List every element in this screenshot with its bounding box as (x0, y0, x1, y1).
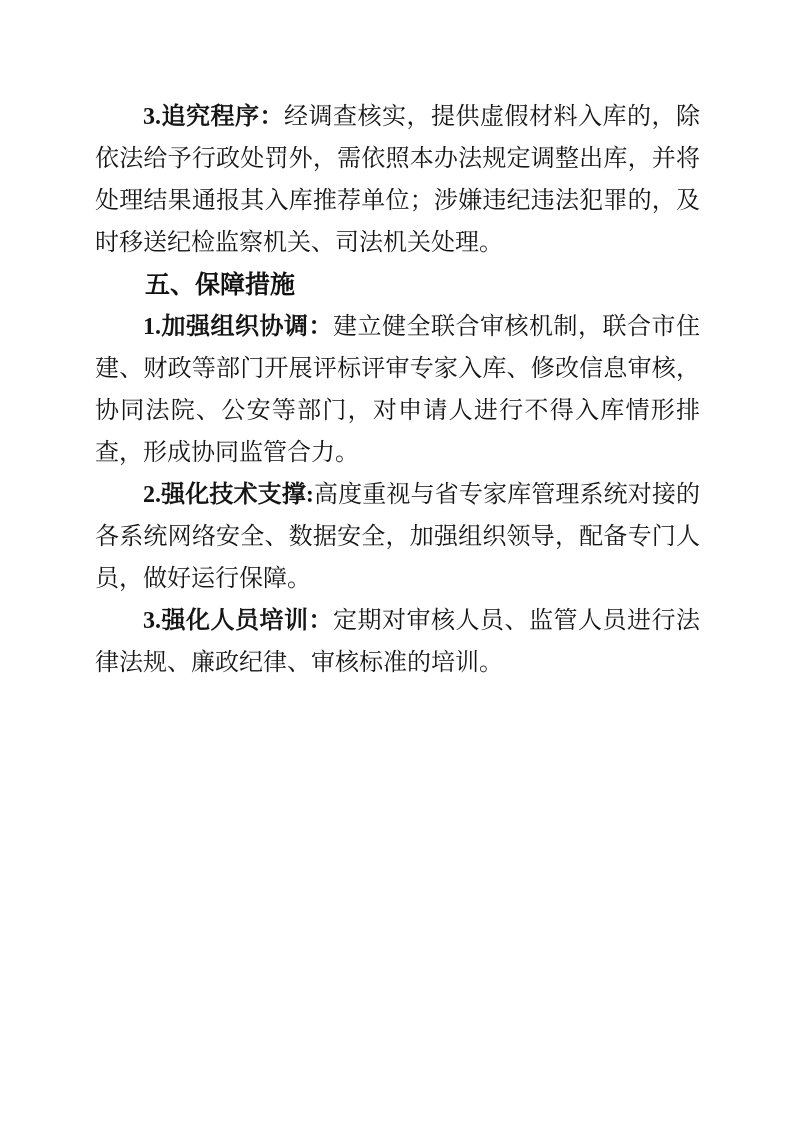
paragraph-coordination (95, 306, 700, 474)
section-heading: 五、保障措施 (145, 271, 296, 299)
paragraph-technology-lead: 2.强化技术支撑: (143, 482, 314, 508)
paragraph-pursuit-body: 经调查核实，提供虚假材料入库的，除依法给予行政处罚外，需依照本办法规定调整出库，并将处理结果通报其入库推荐单位；涉嫌违纪违法犯罪的，及时移送纪检监察机关、司法机关处理。 (95, 104, 700, 256)
paragraph-technology (95, 474, 700, 600)
paragraph-training-lead: 3.强化人员培训： (143, 608, 333, 634)
paragraph-pursuit-lead: 3.追究程序： (143, 104, 284, 130)
paragraph-training (95, 600, 700, 684)
document-content (95, 96, 700, 684)
paragraph-technology-body: 高度重视与省专家库管理系统对接的各系统网络安全、数据安全，加强组织领导，配备专门人员，做好运行保障。 (95, 482, 700, 592)
paragraph-coordination-body: 建立健全联合审核机制，联合市住建、财政等部门开展评标评审专家入库、修改信息审核，协同法院、公安等部门，对申请人进行不得入库情形排查，形成协同监管合力。 (95, 314, 700, 466)
paragraph-training-body: 定期对审核人员、监管人员进行法律法规、廉政纪律、审核标准的培训。 (95, 608, 700, 676)
paragraph-coordination-lead: 1.加强组织协调： (143, 314, 333, 340)
paragraph-pursuit-procedure (95, 96, 700, 264)
